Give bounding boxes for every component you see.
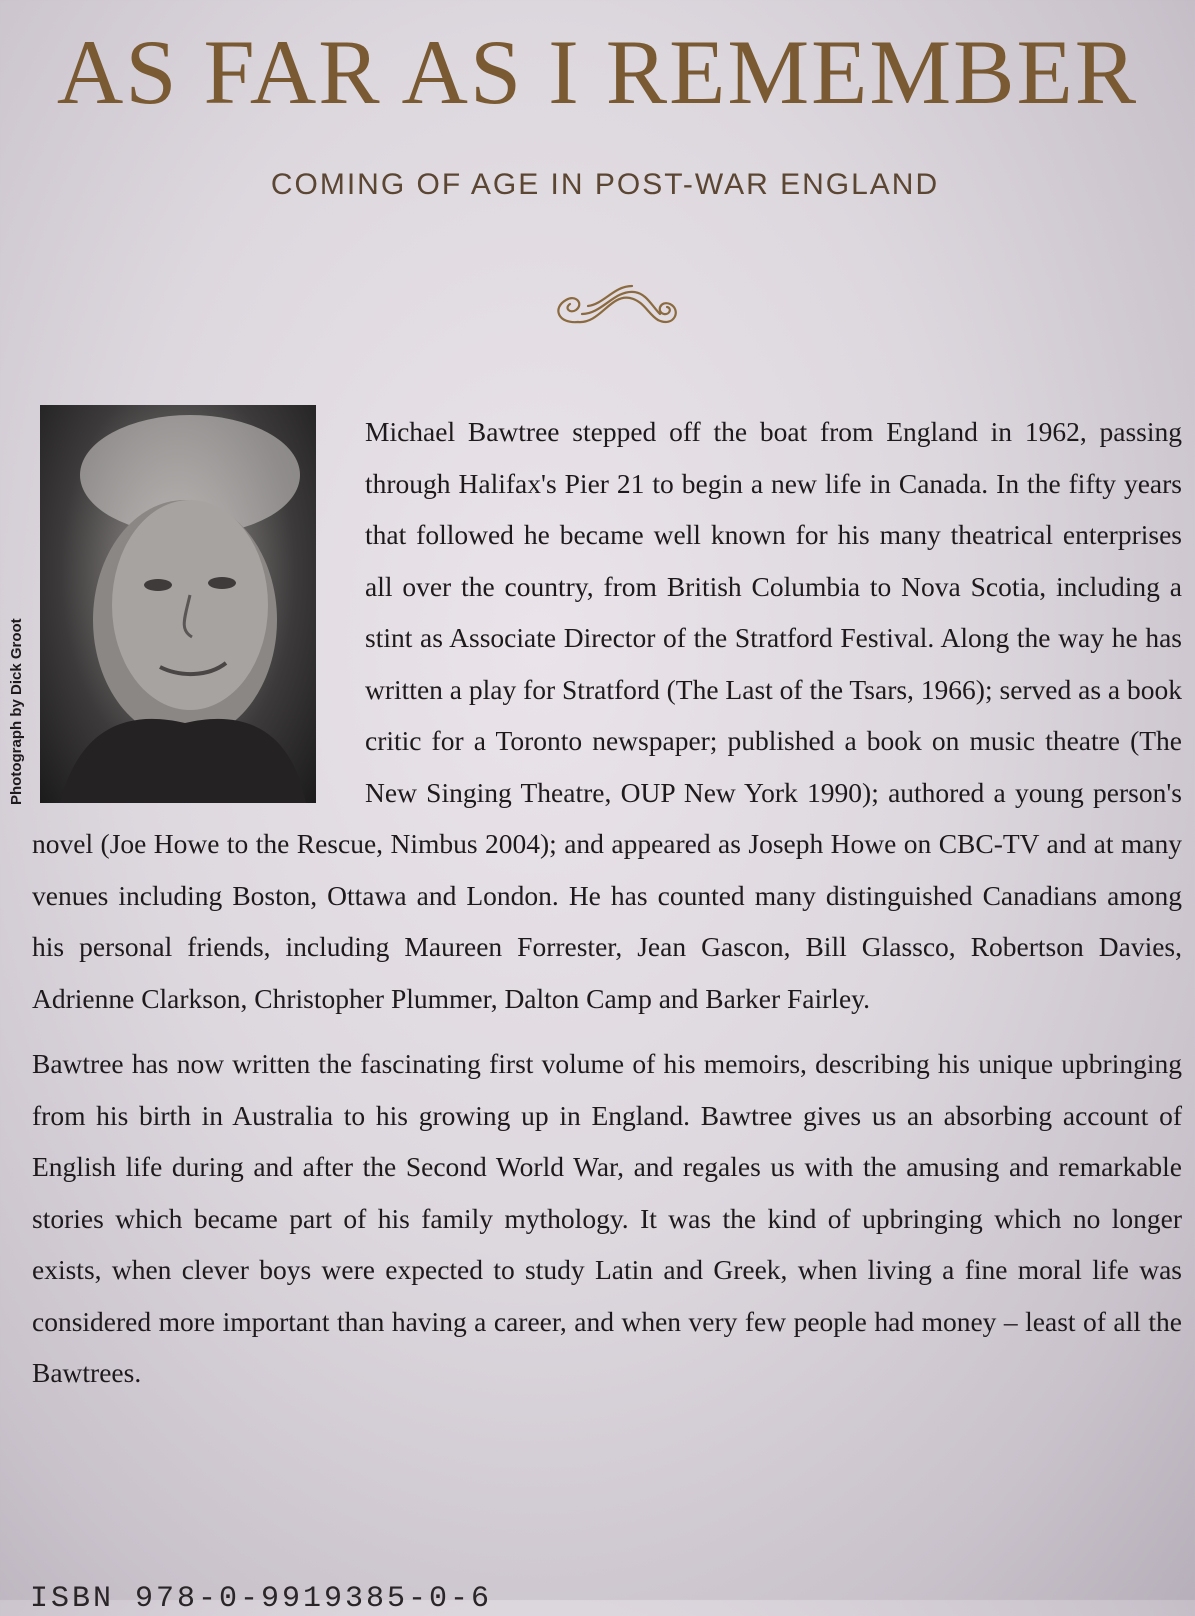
author-bio [32,406,1182,1399]
photo-credit: Photograph by Dick Groot [8,618,25,805]
book-subtitle: COMING OF AGE IN POST-WAR ENGLAND [270,168,940,201]
book-title: AS FAR AS I REMEMBER [56,21,1139,123]
bio-paragraph-2: Bawtree has now written the fascinating first volume of his memoirs, describing his unique upbringing from his birth in Australia to his growing up in England. Bawtree gives us an absorbing account of English life during and after the Second World War, and regales us with the amusing and remarkable stories which became part of his family mythology. It was the kind of upbringing which no longer exists, when clever boys were expected to study Latin and Greek, when living a fine moral life was considered more important than having a career, and when very few people had money – least of all the Bawtrees. [32,1048,1182,1388]
flourish-icon [548,280,688,340]
isbn-number: ISBN 978-0-9919385-0-6 [30,1582,493,1616]
photo-wrap-spacer [32,406,365,801]
bio-paragraph-1: Michael Bawtree stepped off the boat from England in 1962, passing through Halifax's Pier 21 to begin a new life in Canada. In the fifty years that followed he became well known for his many theatrical enterprises all over the country, from British Columbia to Nova Scotia, including a stint as Associate Director of the Stratford Festival. Along the way he has written a play for Stratford (The Last of the Tsars, 1966); served as a book critic for a Toronto newspaper; published a book on music theatre (The New Singing Theatre, OUP New York 1990); authored a young person's novel (Joe Howe to the Rescue, Nimbus 2004); and appeared as Joseph Howe on CBC-TV and at many venues including Boston, Ottawa and London. He has counted many distinguished Canadians among his personal friends, including Maureen Forrester, Jean Gascon, Bill Glassco, Robertson Davies, Adrienne Clarkson, Christopher Plummer, Dalton Camp and Barker Fairley. [32,416,1182,1014]
